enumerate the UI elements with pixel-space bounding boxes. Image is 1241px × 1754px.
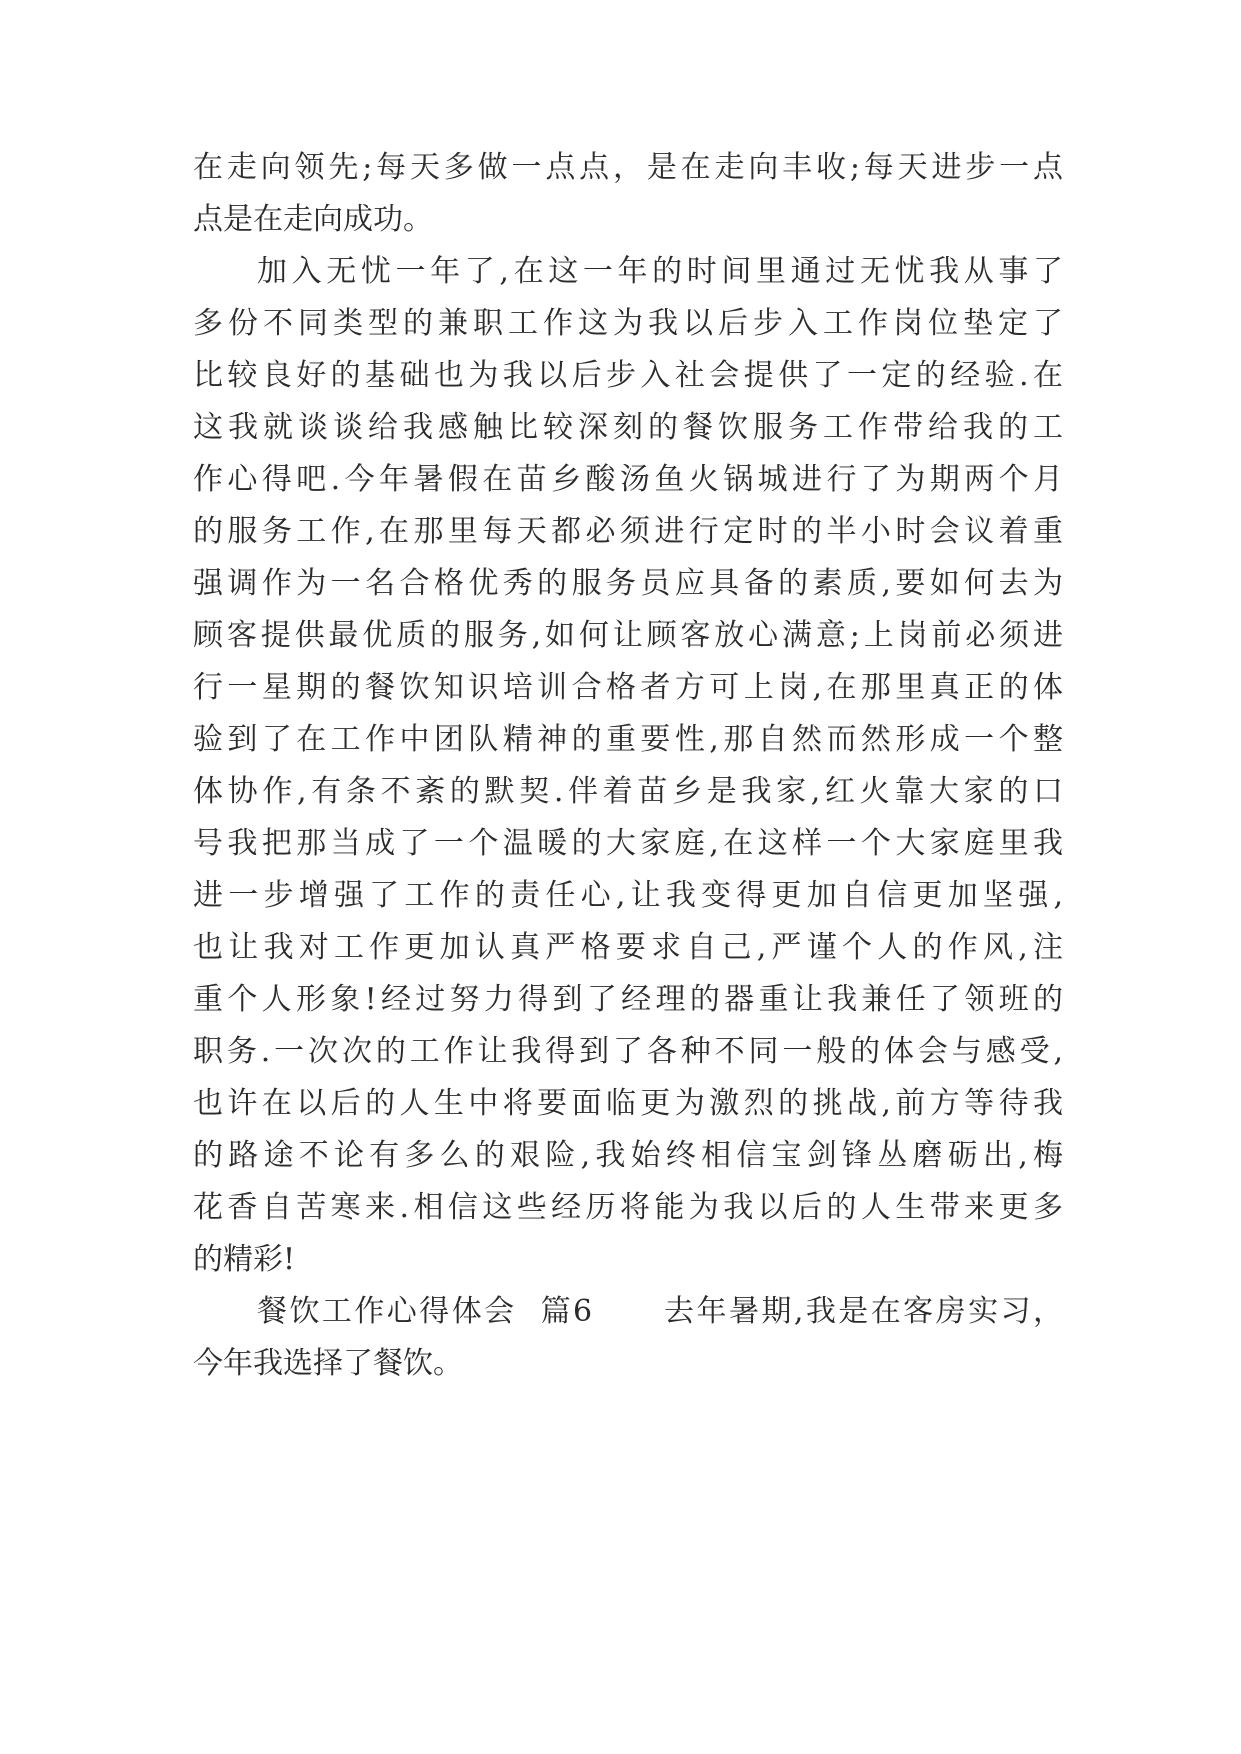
paragraph-first-line: 加入无忧一年了,在这一年的时间里通过无忧我从事了 [257, 254, 1063, 289]
text-line: 体协作,有条不紊的默契.伴着苗乡是我家,红火靠大家的口 [193, 774, 1063, 809]
text-line: 的服务工作,在那里每天都必须进行定时的半小时会议着重 [193, 514, 1063, 549]
section-heading-line: 餐饮工作心得体会 篇6 去年暑期,我是在客房实习， [257, 1294, 1063, 1329]
text-line: 多份不同类型的兼职工作这为我以后步入工作岗位垫定了 [193, 306, 1063, 341]
text-line: 强调作为一名合格优秀的服务员应具备的素质,要如何去为 [193, 566, 1063, 601]
text-line: 也让我对工作更加认真严格要求自己,严谨个人的作风,注 [193, 930, 1063, 965]
text-line: 重个人形象!经过努力得到了经理的器重让我兼任了领班的 [193, 982, 1063, 1017]
text-line: 今年我选择了餐饮。 [193, 1346, 463, 1381]
text-line: 比较良好的基础也为我以后步入社会提供了一定的经验.在 [193, 358, 1063, 393]
text-line: 号我把那当成了一个温暖的大家庭,在这样一个大家庭里我 [193, 826, 1063, 861]
text-line: 也许在以后的人生中将要面临更为激烈的挑战,前方等待我 [193, 1086, 1063, 1121]
text-line: 的精彩! [193, 1242, 296, 1277]
text-line: 在走向领先;每天多做一点点，是在走向丰收;每天进步一点 [193, 150, 1063, 185]
text-line: 花香自苦寒来.相信这些经历将能为我以后的人生带来更多 [193, 1190, 1063, 1225]
text-line: 点是在走向成功。 [193, 202, 433, 237]
text-line: 这我就谈谈给我感触比较深刻的餐饮服务工作带给我的工 [193, 410, 1063, 445]
text-line: 的路途不论有多么的艰险,我始终相信宝剑锋丛磨砺出,梅 [193, 1138, 1063, 1173]
text-line: 顾客提供最优质的服务,如何让顾客放心满意;上岗前必须进 [193, 618, 1063, 653]
text-line: 验到了在工作中团队精神的重要性,那自然而然形成一个整 [193, 722, 1063, 757]
text-line: 作心得吧.今年暑假在苗乡酸汤鱼火锅城进行了为期两个月 [193, 462, 1063, 497]
text-line: 职务.一次次的工作让我得到了各种不同一般的体会与感受, [193, 1034, 1063, 1069]
text-line: 进一步增强了工作的责任心,让我变得更加自信更加坚强, [193, 878, 1063, 913]
text-line: 行一星期的餐饮知识培训合格者方可上岗,在那里真正的体 [193, 670, 1063, 705]
